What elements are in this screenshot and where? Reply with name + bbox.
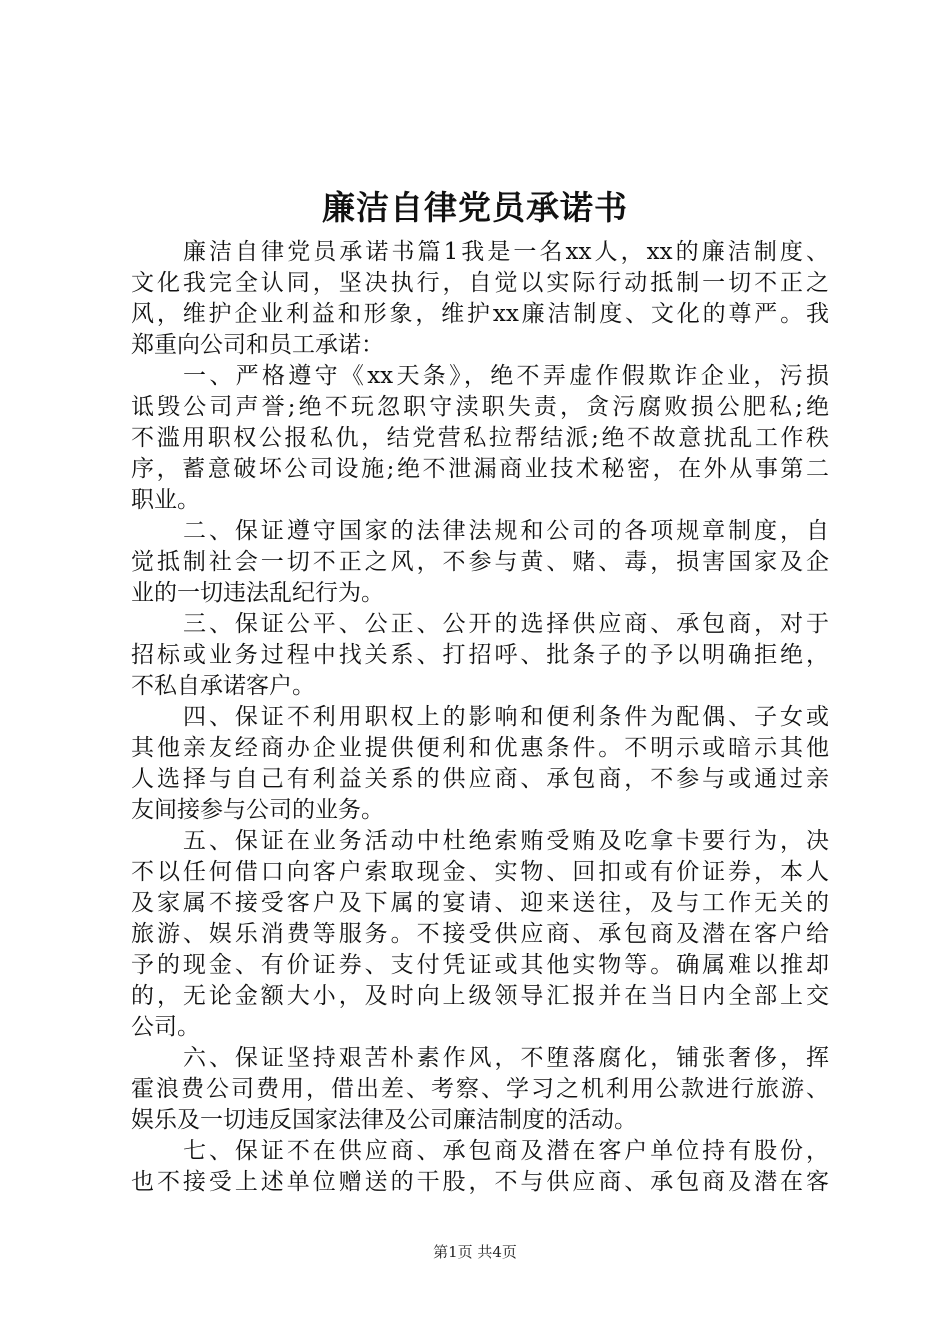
text-line: 廉洁自律党员承诺书篇1我是一名xx人，xx的廉洁制度、: [183, 239, 829, 265]
text-line: 的，无论金额大小，及时向上级领导汇报并在当日内全部上交: [131, 983, 829, 1009]
text-line: 不以任何借口向客户索取现金、实物、回扣或有价证券，本人: [131, 859, 829, 885]
text-line: 娱乐及一切违反国家法律及公司廉洁制度的活动。: [131, 1107, 637, 1133]
page-footer: 第1页 共4页: [433, 1243, 517, 1261]
text-line: 六、保证坚持艰苦朴素作风，不堕落腐化，铺张奢侈，挥: [183, 1045, 829, 1071]
text-line: 招标或业务过程中找关系、打招呼、批条子的予以明确拒绝，: [131, 642, 829, 668]
text-line: 予的现金、有价证券、支付凭证或其他实物等。确属难以推却: [131, 952, 829, 978]
text-line: 觉抵制社会一切不正之风，不参与黄、赌、毒，损害国家及企: [131, 549, 829, 575]
text-line: 不滥用职权公报私仇，结党营私拉帮结派;绝不故意扰乱工作秩: [131, 425, 829, 451]
text-line: 四、保证不利用职权上的影响和便利条件为配偶、子女或: [183, 704, 829, 730]
text-line: 三、保证公平、公正、公开的选择供应商、承包商，对于: [183, 611, 829, 637]
text-line: 其他亲友经商办企业提供便利和优惠条件。不明示或暗示其他: [131, 735, 829, 761]
text-line: 五、保证在业务活动中杜绝索贿受贿及吃拿卡要行为，决: [183, 828, 829, 854]
text-line: 职业。: [131, 487, 200, 513]
text-line: 不私自承诺客户。: [131, 673, 315, 699]
text-line: 序，蓄意破坏公司设施;绝不泄漏商业技术秘密，在外从事第二: [131, 456, 829, 482]
text-line: 旅游、娱乐消费等服务。不接受供应商、承包商及潜在客户给: [131, 921, 829, 947]
text-line: 人选择与自己有利益关系的供应商、承包商，不参与或通过亲: [131, 766, 829, 792]
text-line: 风，维护企业利益和形象，维护xx廉洁制度、文化的尊严。我: [131, 301, 829, 327]
text-line: 一、严格遵守《xx天条》，绝不弄虚作假欺诈企业，污损: [183, 363, 829, 389]
text-line: 七、保证不在供应商、承包商及潜在客户单位持有股份，: [183, 1138, 829, 1164]
text-line: 二、保证遵守国家的法律法规和公司的各项规章制度，自: [183, 518, 829, 544]
text-line: 及家属不接受客户及下属的宴请、迎来送往，及与工作无关的: [131, 890, 829, 916]
text-line: 诋毁公司声誉;绝不玩忽职守渎职失责，贪污腐败损公肥私;绝: [131, 394, 829, 420]
document-title: 廉洁自律党员承诺书: [322, 188, 628, 227]
text-line: 友间接参与公司的业务。: [131, 797, 384, 823]
text-line: 文化我完全认同，坚决执行，自觉以实际行动抵制一切不正之: [131, 270, 829, 296]
text-line: 业的一切违法乱纪行为。: [131, 580, 384, 606]
text-line: 郑重向公司和员工承诺：: [131, 332, 384, 358]
text-line: 霍浪费公司费用，借出差、考察、学习之机利用公款进行旅游、: [131, 1076, 829, 1102]
document-body: [131, 237, 829, 1198]
text-line: 也不接受上述单位赠送的干股，不与供应商、承包商及潜在客: [131, 1169, 829, 1195]
text-line: 公司。: [131, 1014, 200, 1040]
